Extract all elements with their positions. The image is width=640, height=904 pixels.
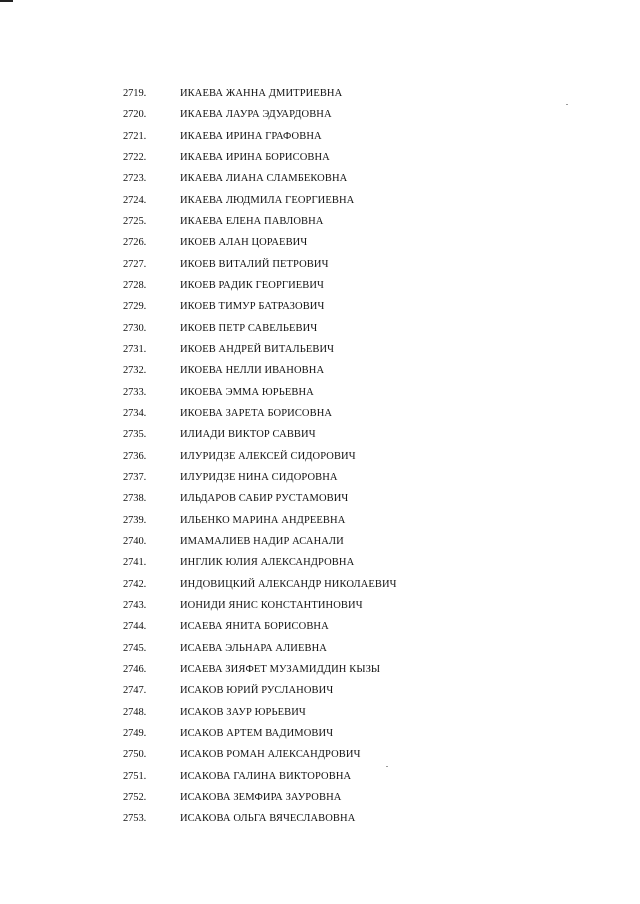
entry-number: 2729. (123, 301, 147, 313)
scan-corner-mark (0, 0, 13, 2)
entry-name: ИКОЕВ АЛАН ЦОРАЕВИЧ (180, 237, 308, 249)
entry-name: ИКАЕВА ЛАУРА ЭДУАРДОВНА (180, 109, 332, 121)
entry-number: 2730. (123, 322, 147, 334)
list-item (0, 659, 640, 680)
entry-name: ИОНИДИ ЯНИС КОНСТАНТИНОВИЧ (180, 599, 363, 611)
list-item (0, 744, 640, 765)
entry-name: ИСАЕВА ЗИЯФЕТ МУЗАМИДДИН КЫЗЫ (180, 663, 381, 675)
list-item (0, 702, 640, 723)
entry-number: 2746. (123, 663, 147, 675)
entry-name: ИКОЕВА ЗАРЕТА БОРИСОВНА (180, 407, 333, 419)
list-item (0, 339, 640, 360)
list-item (0, 104, 640, 125)
list-item (0, 638, 640, 659)
entry-number: 2741. (123, 557, 147, 569)
entry-number: 2738. (123, 493, 147, 505)
entry-number: 2751. (123, 770, 147, 782)
entry-number: 2732. (123, 365, 147, 377)
entry-name: ИЛУРИДЗЕ АЛЕКСЕЙ СИДОРОВИЧ (180, 450, 356, 462)
list-item (0, 766, 640, 787)
list-item (0, 467, 640, 488)
entry-name: ИКАЕВА ИРИНА ГРАФОВНА (180, 130, 322, 142)
entry-name: ИКАЕВА ЖАННА ДМИТРИЕВНА (180, 88, 343, 99)
entry-number: 2745. (123, 642, 147, 654)
list-item (0, 488, 640, 509)
entry-number: 2734. (123, 407, 147, 419)
entry-number: 2728. (123, 279, 147, 291)
list-item (0, 552, 640, 573)
entry-number: 2747. (123, 685, 147, 697)
entry-name: ИНГЛИК ЮЛИЯ АЛЕКСАНДРОВНА (180, 557, 355, 569)
entry-number: 2743. (123, 599, 147, 611)
entry-name: ИСАКОВА ОЛЬГА ВЯЧЕСЛАВОВНА (180, 813, 356, 825)
list-item (0, 424, 640, 445)
entry-name: ИКОЕВ АНДРЕЙ ВИТАЛЬЕВИЧ (180, 343, 335, 355)
entry-name: ИКОЕВА ЭММА ЮРЬЕВНА (180, 386, 314, 398)
entry-number: 2750. (123, 749, 147, 761)
entry-name: ИСАКОВ РОМАН АЛЕКСАНДРОВИЧ (180, 749, 361, 761)
list-item (0, 168, 640, 189)
entry-name: ИКАЕВА ЛЮДМИЛА ГЕОРГИЕВНА (180, 194, 355, 206)
entry-name: ИКОЕВ ВИТАЛИЙ ПЕТРОВИЧ (180, 258, 329, 270)
entry-name: ИСАКОВА ЗЕМФИРА ЗАУРОВНА (180, 791, 342, 803)
list-item (0, 360, 640, 381)
entry-number: 2739. (123, 514, 147, 526)
entry-number: 2744. (123, 621, 147, 633)
list-item (0, 83, 640, 104)
entry-name: ИЛЬЕНКО МАРИНА АНДРЕЕВНА (180, 514, 346, 526)
list-item (0, 147, 640, 168)
list-item (0, 446, 640, 467)
entry-number: 2742. (123, 578, 147, 590)
list-item (0, 190, 640, 211)
entry-number: 2731. (123, 343, 147, 355)
entry-name: ИСАКОВ АРТЕМ ВАДИМОВИЧ (180, 727, 334, 739)
entry-number: 2720. (123, 109, 147, 121)
entry-name: ИЛУРИДЗЕ НИНА СИДОРОВНА (180, 471, 338, 483)
list-item (0, 211, 640, 232)
entry-name: ИСАЕВА ЭЛЬНАРА АЛИЕВНА (180, 642, 327, 654)
list-item (0, 723, 640, 744)
entry-name: ИНДОВИЦКИЙ АЛЕКСАНДР НИКОЛАЕВИЧ (180, 578, 397, 590)
entry-number: 2723. (123, 173, 147, 185)
entry-name: ИКАЕВА ИРИНА БОРИСОВНА (180, 151, 330, 163)
entry-number: 2733. (123, 386, 147, 398)
entry-number: 2753. (123, 813, 147, 825)
list-item (0, 787, 640, 808)
entry-name: ИМАМАЛИЕВ НАДИР АСАНАЛИ (180, 535, 344, 547)
entry-number: 2749. (123, 727, 147, 739)
entry-name: ИКОЕВ РАДИК ГЕОРГИЕВИЧ (180, 279, 324, 291)
entry-name: ИКАЕВА ЕЛЕНА ПАВЛОВНА (180, 215, 324, 227)
entry-name: ИЛЬДАРОВ САБИР РУСТАМОВИЧ (180, 493, 349, 505)
entry-name: ИСАЕВА ЯНИТА БОРИСОВНА (180, 621, 329, 633)
entry-name: ИЛИАДИ ВИКТОР САВВИЧ (180, 429, 316, 441)
list-item (0, 808, 640, 829)
list-item (0, 254, 640, 275)
entry-name: ИКОЕВ ТИМУР БАТРАЗОВИЧ (180, 301, 325, 313)
entry-name: ИКОЕВА НЕЛЛИ ИВАНОВНА (180, 365, 325, 377)
list-item (0, 574, 640, 595)
list-item (0, 616, 640, 637)
entry-name: ИСАКОВ ЮРИЙ РУСЛАНОВИЧ (180, 685, 334, 697)
entry-number: 2719. (123, 88, 147, 99)
entry-number: 2735. (123, 429, 147, 441)
list-item (0, 232, 640, 253)
list-item (0, 296, 640, 317)
entry-number: 2724. (123, 194, 147, 206)
entry-name: ИСАКОВА ГАЛИНА ВИКТОРОВНА (180, 770, 352, 782)
entry-number: 2736. (123, 450, 147, 462)
list-item (0, 510, 640, 531)
entry-number: 2722. (123, 151, 147, 163)
list-item (0, 403, 640, 424)
entry-number: 2737. (123, 471, 147, 483)
entry-number: 2725. (123, 215, 147, 227)
list-item (0, 595, 640, 616)
entry-number: 2740. (123, 535, 147, 547)
entry-number: 2748. (123, 706, 147, 718)
name-list (0, 83, 640, 829)
list-item (0, 275, 640, 296)
entry-number: 2721. (123, 130, 147, 142)
list-item (0, 531, 640, 552)
entry-number: 2726. (123, 237, 147, 249)
entry-name: ИКАЕВА ЛИАНА СЛАМБЕКОВНА (180, 173, 348, 185)
list-item (0, 318, 640, 339)
list-item (0, 126, 640, 147)
entry-number: 2727. (123, 258, 147, 270)
list-item (0, 680, 640, 701)
list-item (0, 382, 640, 403)
entry-name: ИКОЕВ ПЕТР САВЕЛЬЕВИЧ (180, 322, 318, 334)
entry-number: 2752. (123, 791, 147, 803)
entry-name: ИСАКОВ ЗАУР ЮРЬЕВИЧ (180, 706, 306, 718)
